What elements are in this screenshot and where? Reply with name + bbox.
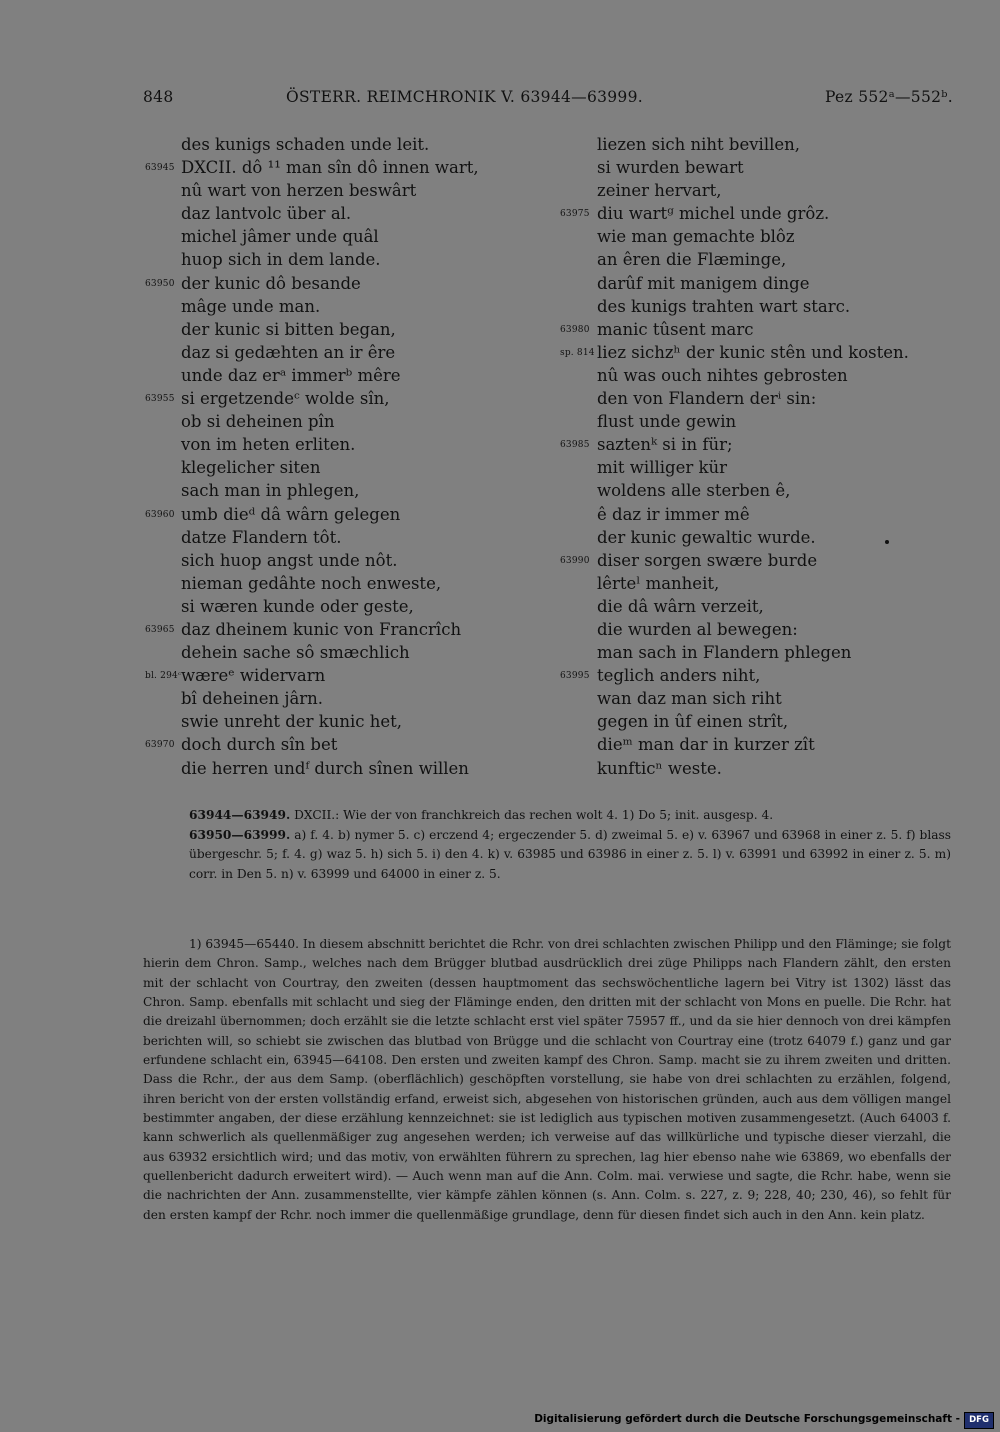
dfg-logo: DFG xyxy=(964,1412,994,1429)
verse-line xyxy=(560,641,960,664)
verse-line xyxy=(145,664,565,687)
verse-text: unde daz erᵃ immerᵇ mêre xyxy=(181,365,401,385)
verse-line xyxy=(560,179,960,202)
verse-line xyxy=(145,687,565,710)
verse-line xyxy=(560,664,960,687)
verse-line xyxy=(145,618,565,641)
verse-text: si ergetzendeᶜ wolde sîn, xyxy=(181,389,390,409)
verse-line xyxy=(560,433,960,456)
verse-line xyxy=(560,341,960,364)
line-number: 63970 xyxy=(145,740,175,751)
verse-line xyxy=(145,479,565,502)
verse-line xyxy=(560,479,960,502)
apparatus-line-1 xyxy=(143,806,951,826)
verse-line xyxy=(145,156,565,179)
verse-line xyxy=(145,641,565,664)
footnote-text: 1) 63945—65440. In diesem abschnitt berichtet die Rchr. von drei schlachten zwischen Philipp und den Fläminge; sie folgt hierin dem Chron. Samp., welches nach dem Brügger blutbad ausdrücklich drei züge Philipps nach Flandern zählt, den ersten mit der schlacht von Courtray, den zweiten (dessen hauptmoment das sechswöchentliche lagern bei Vitry ist 1302) lässt das Chron. Samp. ebenfalls mit schlacht und sieg der Fläminge enden, den dritten mit der schlacht von Mons en puelle. Die Rchr. hat die dreizahl übernommen; doch erzählt sie die letzte schlacht erst viel später 75957 ff., und da sie hier dennoch von drei kämpfen berichten will, so schiebt sie zwischen das blutbad von Brügge und die schlacht von Courtray eine (trotz 64079 f.) ganz und gar erfundene schlacht ein, 63945—64108. Den ersten und zweiten kampf des Chron. Samp. macht sie zu ihrem zweiten und dritten. Dass die Rchr., der aus dem Samp. (oberflächlich) geschöpften vorstellung, sie habe von drei schlachten zu erzählen, folgend, ihren bericht von der ersten vollständig erfand, erweist sich, abgesehen von historischen gründen, auch aus dem völligen mangel bestimmter angaben, der diese erzählung kennzeichnet: sie ist lediglich aus typischen motiven zusammengesetzt. (Auch 64003 f. kann schwerlich als quellenmäßiger zug angesehen werden; ich verweise auf das willkürliche und typische dieser vierzahl, die aus 63932 ersichtlich wird; und das motiv, von erwählten führern zu sprechen, lag hier ebenso nahe wie 63869, wo ebenfalls der quellenbericht dadurch erweitert wird). — Auch wenn man auf die Ann. Colm. mai. verwiese und sagte, die Rchr. habe, wenn sie die nachrichten der Ann. zusammenstellte, vier kämpfe zählen können (s. Ann. Colm. s. 227, z. 9; 228, 40; 230, 46), so fehlt für den ersten kampf der Rchr. noch immer die quellenmäßige grundlage, denn für diesen findet sich auch in den Ann. kein platz. xyxy=(143,937,951,1222)
verse-line xyxy=(560,757,960,780)
verse-text: umb dieᵈ dâ wârn gelegen xyxy=(181,504,401,524)
verse-line xyxy=(145,572,565,595)
verse-text: huop sich in dem lande. xyxy=(181,250,381,270)
verse-line xyxy=(145,248,565,271)
verse-text: der kunic si bitten began, xyxy=(181,319,396,339)
verse-line xyxy=(560,618,960,641)
verse-line xyxy=(145,733,565,756)
verse-line xyxy=(560,526,960,549)
verse-text: si wæren kunde oder geste, xyxy=(181,596,414,616)
verse-line xyxy=(145,433,565,456)
verse-text: michel jâmer unde quâl xyxy=(181,227,379,247)
verse-text: der kunic dô besande xyxy=(181,273,361,293)
verse-text: flust unde gewin xyxy=(597,412,737,432)
verse-text: wie man gemachte blôz xyxy=(597,227,795,247)
verse-line xyxy=(145,364,565,387)
line-number: 63975 xyxy=(560,209,590,220)
verse-text: der kunic gewaltic wurde. xyxy=(597,527,816,547)
verse-text: daz lantvolc über al. xyxy=(181,204,352,224)
apparatus-ref-1: 63944—63949. xyxy=(189,808,291,822)
verse-text: darûf mit manigem dinge xyxy=(597,273,810,293)
line-number: bl. 294ᶜ xyxy=(145,671,182,682)
verse-line xyxy=(560,733,960,756)
verse-line xyxy=(145,225,565,248)
verse-line xyxy=(145,757,565,780)
verse-text: dehein sache sô smæchlich xyxy=(181,643,410,663)
verse-line xyxy=(560,225,960,248)
verse-text: des kunigs schaden unde leit. xyxy=(181,135,430,154)
verse-line xyxy=(560,387,960,410)
line-number: 63945 xyxy=(145,163,175,174)
verse-line xyxy=(145,272,565,295)
verse-text: daz dheinem kunic von Francrîch xyxy=(181,619,462,639)
verse-text: diu wartᵍ michel unde grôz. xyxy=(597,204,830,224)
line-number: 63950 xyxy=(145,278,175,289)
verse-text: lêrteˡ manheit, xyxy=(597,573,720,593)
verse-line xyxy=(560,318,960,341)
verse-line xyxy=(145,410,565,433)
verse-text: klegelicher siten xyxy=(181,458,321,478)
verse-line xyxy=(145,549,565,572)
line-number: 63985 xyxy=(560,440,590,451)
verse-text: doch durch sîn bet xyxy=(181,735,338,755)
verse-line xyxy=(560,595,960,618)
verse-line xyxy=(145,710,565,733)
verse-text: sach man in phlegen, xyxy=(181,481,360,501)
verse-text: nû was ouch nihtes gebrosten xyxy=(597,365,848,385)
verse-text: mit williger kür xyxy=(597,458,728,478)
verse-line xyxy=(560,456,960,479)
verse-line xyxy=(560,687,960,710)
verse-text: ê daz ir immer mê xyxy=(597,504,750,524)
verse-text: man sach in Flandern phlegen xyxy=(597,643,852,663)
verse-column-right xyxy=(560,133,960,780)
verse-line xyxy=(560,410,960,433)
verse-text: swie unreht der kunic het, xyxy=(181,712,403,732)
verse-text: wæreᵉ widervarn xyxy=(181,666,326,686)
verse-line xyxy=(560,572,960,595)
verse-line xyxy=(145,387,565,410)
verse-text: den von Flandern derⁱ sin: xyxy=(597,389,817,409)
verse-text: dieᵐ man dar in kurzer zît xyxy=(597,735,815,755)
verse-text: DXCII. dô ¹¹ man sîn dô innen wart, xyxy=(181,158,479,178)
verse-line xyxy=(560,133,960,156)
verse-line xyxy=(560,248,960,271)
verse-text: wan daz man sich riht xyxy=(597,689,782,709)
verse-text: zeiner hervart, xyxy=(597,181,722,201)
verse-text: nieman gedâhte noch enweste, xyxy=(181,573,442,593)
pez-reference: Pez 552ᵃ—552ᵇ. xyxy=(825,88,953,106)
verse-text: diser sorgen swære burde xyxy=(597,550,818,570)
verse-text: sich huop angst unde nôt. xyxy=(181,550,398,570)
verse-text: liezen sich niht bevillen, xyxy=(597,135,801,154)
verse-text: kunfticⁿ weste. xyxy=(597,758,722,778)
verse-text: saztenᵏ si in für; xyxy=(597,435,733,455)
verse-line xyxy=(560,364,960,387)
verse-text: bî deheinen jârn. xyxy=(181,689,324,709)
verse-text: des kunigs trahten wart starc. xyxy=(597,296,851,316)
verse-line xyxy=(145,456,565,479)
verse-line xyxy=(145,179,565,202)
verse-line xyxy=(145,526,565,549)
verse-line xyxy=(145,595,565,618)
verse-line xyxy=(560,549,960,572)
verse-line xyxy=(145,341,565,364)
apparatus-ref-2: 63950—63999. xyxy=(189,827,291,842)
verse-text: datze Flandern tôt. xyxy=(181,527,342,547)
verse-line xyxy=(145,503,565,526)
footer-credit: Digitalisierung gefördert durch die Deutsche Forschungsgemeinschaft - xyxy=(534,1413,960,1425)
verse-column-left xyxy=(145,133,565,780)
verse-line xyxy=(145,133,565,156)
footnote-block xyxy=(143,935,951,1225)
verse-text: liez sichzʰ der kunic stên und kosten. xyxy=(597,342,909,362)
verse-text: die wurden al bewegen: xyxy=(597,619,798,639)
verse-text: teglich anders niht, xyxy=(597,666,761,686)
line-number: 63995 xyxy=(560,671,590,682)
digitization-footer xyxy=(0,1408,1000,1432)
verse-text: an êren die Flæminge, xyxy=(597,250,787,270)
verse-text: woldens alle sterben ê, xyxy=(597,481,791,501)
verse-line xyxy=(560,710,960,733)
apparatus-line-2 xyxy=(143,826,951,885)
verse-text: mâge unde man. xyxy=(181,296,321,316)
line-number: 63965 xyxy=(145,624,175,635)
line-number: 63955 xyxy=(145,394,175,405)
apparatus-text-1: DXCII.: Wie der von franchkreich das rechen wolt 4. 1) Do 5; init. ausgesp. 4. xyxy=(294,808,774,822)
verse-text: gegen in ûf einen strît, xyxy=(597,712,789,732)
line-number: 63960 xyxy=(145,509,175,520)
apparatus-text-2: a) f. 4. b) nymer 5. c) erczend 4; ergeczender 5. d) zweimal 5. e) v. 63967 und 63968 in einer z. 5. f) blass übergeschr. 5; f. 4. g) waz 5. h) sich 5. i) den 4. k) v. 63985 und 63986 in einer z. 5. l) v. 63991 und 63992 in einer z. 5. m) corr. in Den 5. n) v. 63999 und 64000 in einer z. 5. xyxy=(189,827,952,881)
verse-line xyxy=(560,202,960,225)
line-number: sp. 814 xyxy=(560,347,595,358)
verse-line xyxy=(145,202,565,225)
line-number: 63990 xyxy=(560,555,590,566)
verse-line xyxy=(560,295,960,318)
verse-text: die herren undᶠ durch sînen willen xyxy=(181,758,469,778)
line-number: 63980 xyxy=(560,324,590,335)
verse-text: die dâ wârn verzeit, xyxy=(597,596,764,616)
verse-text: ob si deheinen pîn xyxy=(181,412,335,432)
verse-text: si wurden bewart xyxy=(597,158,744,178)
verse-line xyxy=(560,503,960,526)
running-title: ÖSTERR. REIMCHRONIK V. 63944—63999. xyxy=(286,88,643,106)
ink-speck xyxy=(885,540,889,544)
verse-line xyxy=(560,272,960,295)
verse-text: manic tûsent marc xyxy=(597,319,754,339)
verse-text: nû wart von herzen beswârt xyxy=(181,181,417,201)
verse-line xyxy=(145,295,565,318)
verse-line xyxy=(145,318,565,341)
verse-text: von im heten erliten. xyxy=(181,435,356,455)
critical-apparatus xyxy=(143,806,951,884)
verse-text: daz si gedæhten an ir êre xyxy=(181,342,396,362)
page-number: 848 xyxy=(143,88,174,106)
verse-line xyxy=(560,156,960,179)
